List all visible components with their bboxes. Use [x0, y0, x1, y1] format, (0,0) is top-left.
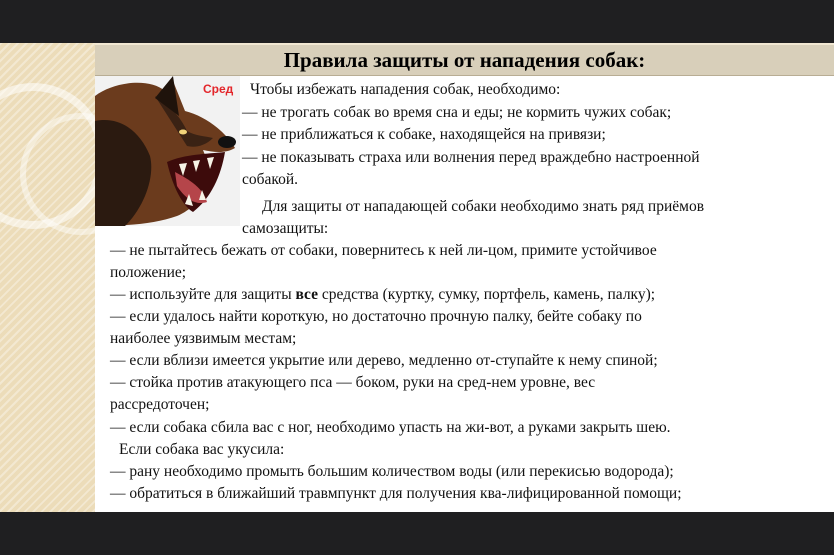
- text-line: наиболее уязвимым местам;: [110, 330, 297, 347]
- text-line: Для защиты от нападающей собаки необходимо знать ряд приёмов: [262, 198, 705, 215]
- text-line: самозащиты:: [242, 220, 329, 237]
- text-line: рассредоточен;: [110, 396, 210, 413]
- text-line: — не пытайтесь бежать от собаки, повернитесь к ней ли-цом, примите устойчивое: [110, 242, 657, 259]
- text-line: — стойка против атакующего пса — боком, руки на сред-нем уровне, вес: [110, 374, 596, 391]
- text-line: — не приближаться к собаке, находящейся на привязи;: [242, 126, 606, 143]
- dog-photo: [95, 76, 240, 226]
- text-line: — обратиться в ближайший травмпункт для получения ква-лифицированной помощи;: [110, 485, 682, 502]
- slide: [0, 43, 834, 512]
- text-line: — если вблизи имеется укрытие или дерево, медленно от-ступайте к нему спиной;: [110, 352, 658, 369]
- text-line: Чтобы избежать нападения собак, необходимо:: [250, 81, 561, 98]
- text-segment: — используйте для защиты: [110, 286, 296, 303]
- letterbox-bottom: [0, 512, 834, 555]
- text-segment: средства (куртку, сумку, портфель, камень, палку);: [318, 286, 656, 303]
- text-line: собакой.: [242, 171, 299, 188]
- slide-title: Правила защиты от нападения собак:: [283, 48, 646, 72]
- text-line: — если удалось найти короткую, но достаточно прочную палку, бейте собаку по: [110, 308, 642, 325]
- text-line: — рану необходимо промыть большим количеством воды (или перекисью водорода);: [110, 463, 674, 480]
- text-line: Если собака вас укусила:: [119, 441, 285, 458]
- text-line: — не трогать собак во время сна и еды; не кормить чужих собак;: [242, 104, 672, 121]
- emphasis-text: все: [295, 286, 319, 303]
- text-line: — не показывать страха или волнения перед враждебно настроенной: [242, 149, 700, 166]
- dog-illustration: [95, 76, 240, 226]
- text-line: положение;: [110, 264, 187, 281]
- text-line: [110, 284, 655, 306]
- image-overlay-text: Сред: [203, 82, 234, 96]
- letterbox-top: [0, 0, 834, 43]
- text-line: — если собака сбила вас с ног, необходимо упасть на жи-вот, а руками закрыть шею.: [110, 419, 671, 436]
- decorative-side-panel: [0, 43, 95, 512]
